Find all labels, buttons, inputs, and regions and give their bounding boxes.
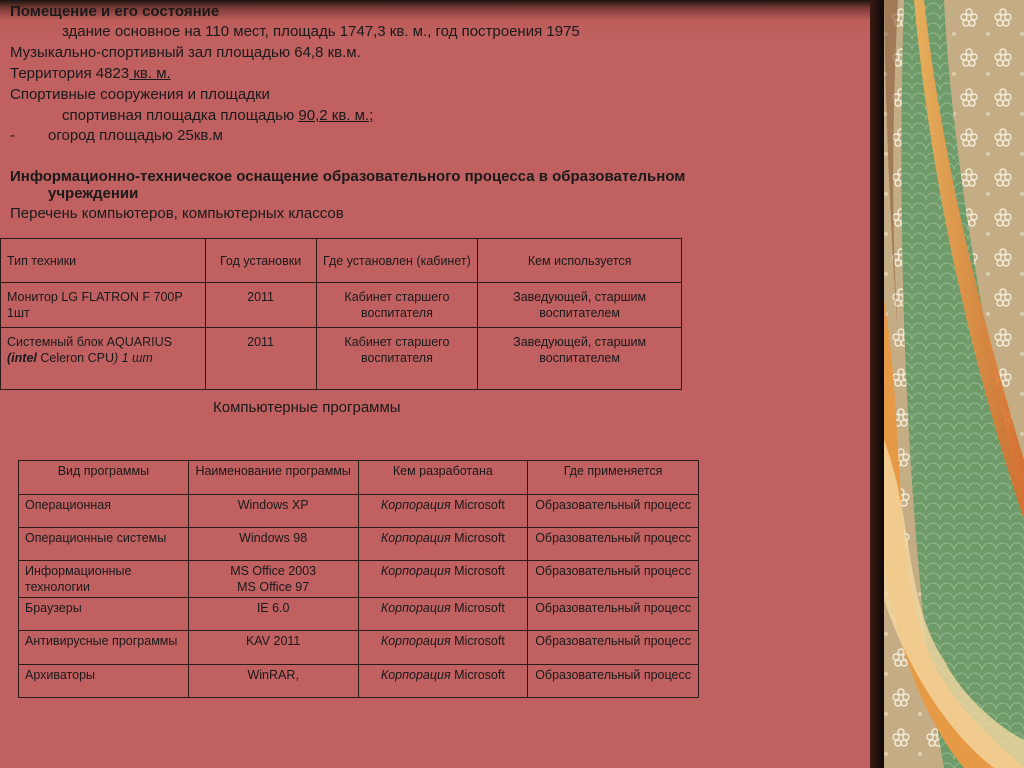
- header-type: Тип техники: [1, 239, 206, 283]
- corp-name: Microsoft: [450, 668, 505, 682]
- cell-name: WinRAR,: [188, 665, 358, 698]
- type-line1: Системный блок AQUARIUS: [7, 335, 172, 349]
- cell-kind: Архиваторы: [19, 665, 189, 698]
- table-row: [19, 598, 699, 631]
- decorative-panel: [884, 0, 1024, 768]
- corp-name: Microsoft: [450, 564, 505, 578]
- header-developer: Кем разработана: [358, 461, 528, 495]
- heading-it-equipment-line2: учреждении: [48, 185, 139, 202]
- corp-name: Microsoft: [450, 634, 505, 648]
- cell-usage: Образовательный процесс: [528, 528, 699, 561]
- slide-edge-shadow: [870, 0, 884, 768]
- type-cpu: Celeron CPU: [36, 351, 114, 365]
- corp-name: Microsoft: [450, 531, 505, 545]
- line-sportground: [62, 106, 373, 126]
- cell-kind: Операционные системы: [19, 528, 189, 561]
- line-territory: [10, 64, 171, 84]
- programs-table: [18, 460, 699, 698]
- corp-name: Microsoft: [450, 498, 505, 512]
- cell-type: [1, 328, 206, 390]
- corp-label: Корпорация: [380, 564, 451, 578]
- table-row: [1, 283, 682, 328]
- cell-kind: Информационные технологии: [19, 561, 189, 598]
- table-row: [19, 495, 699, 528]
- heading-it-equipment: Информационно-техническое оснащение образовательного процесса в образовательном: [10, 168, 686, 185]
- cell-developer: [358, 631, 528, 665]
- cell-developer: [358, 528, 528, 561]
- table-row: [19, 631, 699, 665]
- corp-label: Корпорация: [380, 634, 451, 648]
- corp-name: Microsoft: [450, 601, 505, 615]
- table-row: [1, 328, 682, 390]
- sportground-text: спортивная площадка площадью: [62, 107, 299, 124]
- header-kind: Вид программы: [19, 461, 189, 495]
- decorative-art: [884, 0, 1024, 768]
- cell-kind: Операционная: [19, 495, 189, 528]
- cell-kind: Антивирусные программы: [19, 631, 189, 665]
- sportground-value: 90,2 кв. м.;: [298, 107, 374, 124]
- name-line1: MS Office 2003: [230, 564, 317, 578]
- header-user: Кем используется: [478, 239, 682, 283]
- line-sports: Спортивные сооружения и площадки: [10, 86, 270, 103]
- cell-name: KAV 2011: [188, 631, 358, 665]
- header-location: Где установлен (кабинет): [316, 239, 478, 283]
- line-hall: Музыкально-спортивный зал площадью 64,8 кв.м.: [10, 44, 361, 61]
- computers-title: Перечень компьютеров, компьютерных классов: [10, 205, 344, 222]
- cell-name: Windows XP: [188, 495, 358, 528]
- table-header-row: [1, 239, 682, 283]
- cell-user: Заведующей, старшим воспитателем: [478, 283, 682, 328]
- cell-location: Кабинет старшего воспитателя: [316, 328, 478, 390]
- table-row: [19, 528, 699, 561]
- corp-label: Корпорация: [380, 668, 451, 682]
- header-usage: Где применяется: [528, 461, 699, 495]
- cell-usage: Образовательный процесс: [528, 631, 699, 665]
- cell-kind: Браузеры: [19, 598, 189, 631]
- cell-usage: Образовательный процесс: [528, 561, 699, 598]
- cell-developer: [358, 598, 528, 631]
- garden-bullet: -: [10, 127, 15, 144]
- cell-developer: [358, 495, 528, 528]
- cell-usage: Образовательный процесс: [528, 665, 699, 698]
- corp-label: Корпорация: [380, 531, 451, 545]
- type-qty: ) 1 шт: [114, 351, 153, 365]
- table-row: [19, 561, 699, 598]
- cell-name: Windows 98: [188, 528, 358, 561]
- type-paren: (: [7, 351, 12, 365]
- table-row: [19, 665, 699, 698]
- cell-developer: [358, 665, 528, 698]
- programs-title: Компьютерные программы: [213, 399, 401, 416]
- header-year: Год установки: [205, 239, 316, 283]
- heading-premises: Помещение и его состояние: [10, 3, 220, 20]
- line-building: здание основное на 110 мест, площадь 1747,3 кв. м., год построения 1975: [62, 23, 580, 40]
- cell-name: [188, 561, 358, 598]
- corp-label: Корпорация: [380, 601, 451, 615]
- table-header-row: [19, 461, 699, 495]
- type-brand: intel: [11, 351, 37, 365]
- computers-table: [0, 238, 682, 390]
- territory-unit: кв. м.: [129, 65, 171, 82]
- name-line2: MS Office 97: [237, 580, 310, 594]
- cell-developer: [358, 561, 528, 598]
- corp-label: Корпорация: [380, 498, 451, 512]
- cell-location: Кабинет старшего воспитателя: [316, 283, 478, 328]
- cell-name: IE 6.0: [188, 598, 358, 631]
- cell-year: 2011: [205, 328, 316, 390]
- line-garden: огород площадью 25кв.м: [48, 127, 223, 144]
- cell-user: Заведующей, старшим воспитателем: [478, 328, 682, 390]
- cell-usage: Образовательный процесс: [528, 598, 699, 631]
- header-name: Наименование программы: [188, 461, 358, 495]
- cell-year: 2011: [205, 283, 316, 328]
- cell-type: Монитор LG FLATRON F 700P 1шт: [1, 283, 206, 328]
- cell-usage: Образовательный процесс: [528, 495, 699, 528]
- territory-text: Территория 4823: [10, 65, 130, 82]
